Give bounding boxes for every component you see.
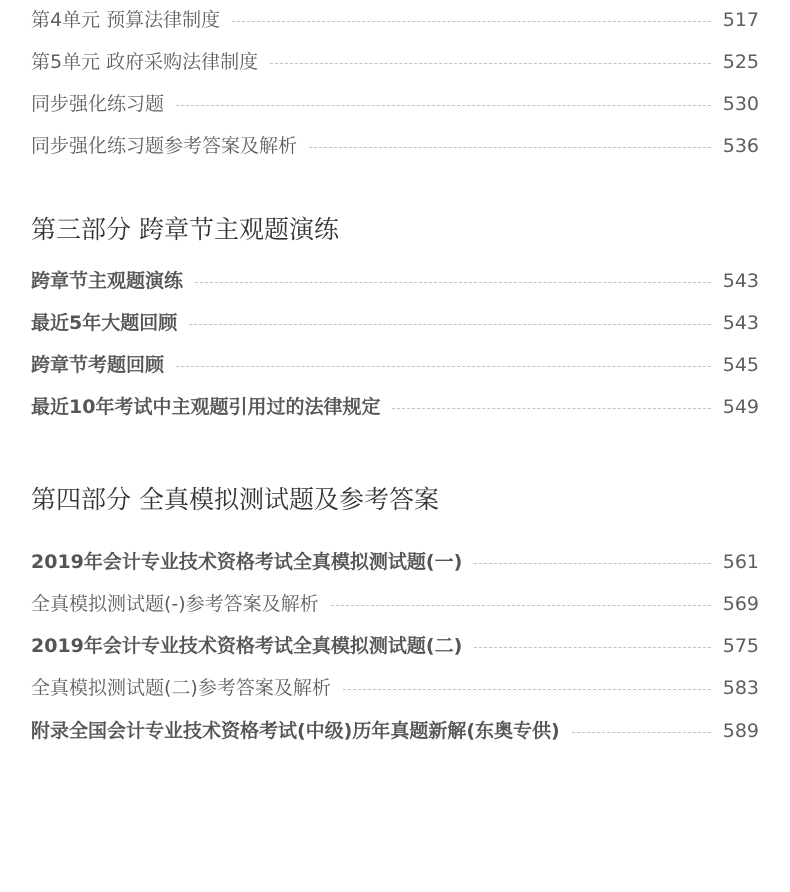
dot-leader	[474, 563, 710, 564]
toc-entry-part3-4[interactable]	[31, 392, 759, 422]
toc-entry-part3-1[interactable]	[31, 266, 759, 296]
dot-leader	[572, 732, 711, 733]
toc-entry-page: 569	[722, 593, 759, 615]
dot-leader	[309, 147, 711, 148]
toc-entry-page: 517	[722, 9, 759, 31]
toc-entry-page: 583	[722, 677, 759, 699]
toc-entry-part4-1[interactable]	[31, 547, 759, 577]
toc-entry-title: 第4单元 预算法律制度	[31, 9, 221, 31]
toc-entry-part4-3[interactable]	[31, 631, 759, 661]
toc-entry-page: 536	[722, 135, 759, 157]
toc-entry-unit4[interactable]	[31, 5, 759, 35]
toc-entry-page: 549	[722, 396, 759, 418]
dot-leader	[176, 366, 711, 367]
toc-entry-part4-4[interactable]	[31, 673, 759, 703]
toc-entry-page: 530	[722, 93, 759, 115]
toc-entry-page: 543	[722, 270, 759, 292]
dot-leader	[392, 408, 710, 409]
toc-entry-page: 545	[722, 354, 759, 376]
toc-entry-page: 575	[722, 635, 759, 657]
toc-entry-title: 同步强化练习题参考答案及解析	[31, 135, 298, 157]
dot-leader	[474, 647, 710, 648]
dot-leader	[232, 21, 711, 22]
dot-leader	[331, 605, 711, 606]
toc-entry-appendix[interactable]	[31, 716, 759, 746]
toc-entry-part4-2[interactable]	[31, 589, 759, 619]
toc-entry-title: 2019年会计专业技术资格考试全真模拟测试题(二)	[31, 635, 463, 657]
toc-entry-part3-3[interactable]	[31, 350, 759, 380]
toc-entry-title: 第5单元 政府采购法律制度	[31, 51, 259, 73]
toc-entry-title: 2019年会计专业技术资格考试全真模拟测试题(一)	[31, 551, 463, 573]
toc-entry-title: 跨章节考题回顾	[31, 354, 165, 376]
toc-entry-page: 525	[722, 51, 759, 73]
dot-leader	[189, 324, 711, 325]
toc-entry-part3-2[interactable]	[31, 308, 759, 338]
toc-entry-title: 同步强化练习题	[31, 93, 165, 115]
toc-entry-unit5[interactable]	[31, 47, 759, 77]
toc-entry-title: 最近5年大题回顾	[31, 312, 178, 334]
toc-entry-title: 附录全国会计专业技术资格考试(中级)历年真题新解(东奥专供)	[31, 720, 560, 742]
section-heading-part3: 第三部分 跨章节主观题演练	[31, 215, 339, 244]
dot-leader	[270, 63, 711, 64]
toc-entry-practice-answers[interactable]	[31, 131, 759, 161]
dot-leader	[343, 689, 711, 690]
toc-entry-title: 全真模拟测试题(-)参考答案及解析	[31, 593, 319, 615]
toc-entry-page: 589	[722, 720, 759, 742]
toc-entry-page: 561	[722, 551, 759, 573]
toc-entry-title: 跨章节主观题演练	[31, 270, 184, 292]
dot-leader	[195, 282, 711, 283]
toc-entry-page: 543	[722, 312, 759, 334]
dot-leader	[176, 105, 711, 106]
section-heading-part4: 第四部分 全真模拟测试题及参考答案	[31, 485, 439, 514]
toc-entry-title: 最近10年考试中主观题引用过的法律规定	[31, 396, 381, 418]
toc-entry-title: 全真模拟测试题(二)参考答案及解析	[31, 677, 331, 699]
toc-entry-practice[interactable]	[31, 89, 759, 119]
